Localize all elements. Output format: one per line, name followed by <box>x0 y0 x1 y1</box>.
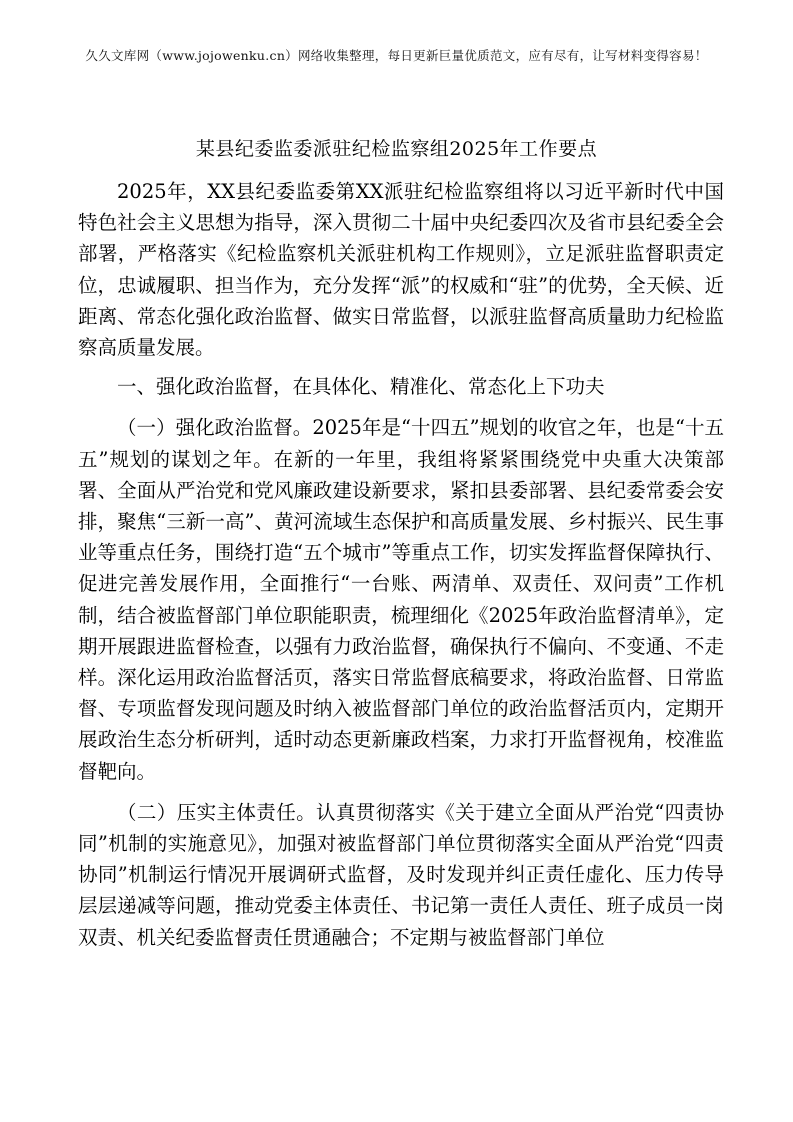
intro-paragraph: 2025年，XX县纪委监委第XX派驻纪检监察组将以习近平新时代中国特色社会主义思想为指导，深入贯彻二十届中央纪委四次及省市县纪委全会部署，严格落实《纪检监察机关派驻机构工作规则》，立足派驻监督职责定位，忠诚履职、担当作为，充分发挥“派”的权威和“驻”的优势，全天候、近距离、常态化强化政治监督、做实日常监督，以派驻监督高质量助力纪检监察高质量发展。 <box>78 180 724 360</box>
document-body <box>78 176 724 953</box>
section-heading-1: 一、强化政治监督，在具体化、精准化、常态化上下功夫 <box>117 375 605 399</box>
header-note: 久久文库网（www.jojowenku.cn）网络收集整理，每日更新巨量优质范文，应有尽有，让写材料变得容易！ <box>85 48 708 63</box>
subsection-paragraph-1: （一）强化政治监督。2025年是“十四五”规划的收官之年，也是“十五五”规划的谋划之年。在新的一年里，我组将紧紧围绕党中央重大决策部署、全面从严治党和党风廉政建设新要求，紧扣县委部署、县纪委常委会安排，聚焦“三新一高”、黄河流域生态保护和高质量发展、乡村振兴、民生事业等重点任务，围绕打造“五个城市”等重点工作，切实发挥监督保障执行、促进完善发展作用，全面推行“一台账、两清单、双责任、双问责”工作机制，结合被监督部门单位职能职责，梳理细化《2025年政治监督清单》，定期开展跟进监督检查，以强有力政治监督，确保执行不偏向、不变通、不走样。深化运用政治监督活页，落实日常监督底稿要求，将政治监督、日常监督、专项监督发现问题及时纳入被监督部门单位的政治监督活页内，定期开展政治生态分析研判，适时动态更新廉政档案，力求打开监督视角，校准监督靶向。 <box>78 416 724 783</box>
document-title: 某县纪委监委派驻纪检监察组2025年工作要点 <box>195 138 598 160</box>
subsection-paragraph-2: （二）压实主体责任。认真贯彻落实《关于建立全面从严治党“四责协同”机制的实施意见》，加强对被监督部门单位贯彻落实全面从严治党“四责协同”机制运行情况开展调研式监督，及时发现并纠正责任虚化、压力传导层层递减等问题，推动党委主体责任、书记第一责任人责任、班子成员一岗双责、机关纪委监督责任贯通融合；不定期与被监督部门单位 <box>78 800 724 949</box>
